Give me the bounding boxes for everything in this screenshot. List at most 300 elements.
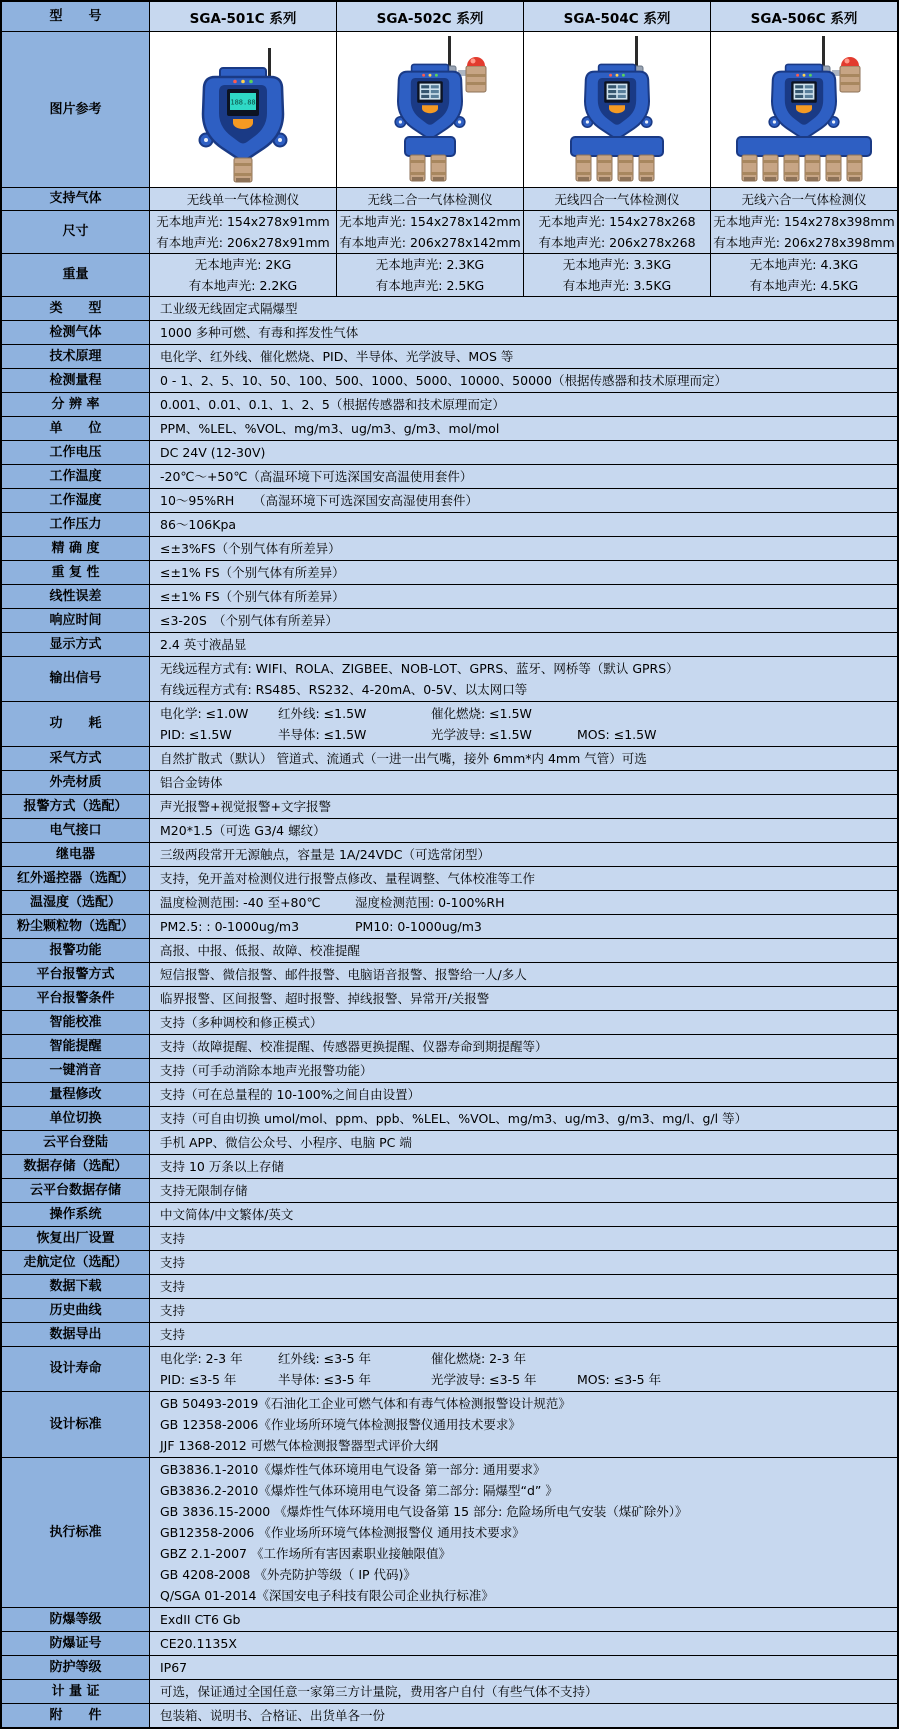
row-label: 采气方式 [2,747,150,770]
row-value [150,345,897,368]
row-label: 重量 [2,254,150,296]
value-line [160,1252,891,1273]
row-label: 防护等级 [2,1656,150,1679]
spec-row [2,1323,897,1347]
spec-row [2,1107,897,1131]
value-segment: M20*1.5（可选 G3/4 螺纹） [160,823,326,838]
value-line: 有本地声光: 2.2KG [188,278,298,293]
row-value [150,1251,897,1274]
row-value [150,1035,897,1058]
row-value [150,1131,897,1154]
value-segment: 自然扩散式（默认） 管道式、流通式（一进一出气嘴，接外 6mm*内 4mm 气管）可选 [160,751,647,766]
value-segment: 无线远程方式有: WIFI、ROLA、ZIGBEE、NOB-LOT、GPRS、蓝牙、网桥等（默认 GPRS） [160,661,679,676]
spec-row [2,633,897,657]
spec-row [2,1704,897,1727]
manifold [571,137,663,156]
value-line: 有本地声光: 206x278x268 [538,235,696,250]
value-line [160,703,891,724]
value-segment: 支持，免开盖对检测仪进行报警点修改、量程调整、气体校准等工作 [160,871,536,886]
value-segment: PM2.5: : 0-1000ug/m3 [160,919,300,934]
device-image-cell [337,32,524,187]
spec-row [2,867,897,891]
compare-value-cell [524,211,711,253]
row-value [150,417,897,440]
row-label: 云平台登陆 [2,1131,150,1154]
value-line [160,1156,891,1177]
model-header-sga-504c: SGA-504C 系列 [524,2,711,31]
value-segment: Q/SGA 01-2014《深国安电子科技有限公司企业执行标准》 [160,1588,494,1603]
value-line [160,1609,891,1630]
gas-detector-illustration [342,34,518,186]
value-line [160,1084,891,1105]
row-label: 精 确 度 [2,537,150,560]
row-label: 类 型 [2,297,150,320]
value-line: 无线二合一气体检测仪 [367,191,493,207]
row-value [150,1347,897,1391]
row-value [150,1392,897,1457]
value-line [160,1228,891,1249]
row-label: 数据导出 [2,1323,150,1346]
value-line [160,1585,891,1606]
value-segment: ≤±3%FS（个别气体有所差异） [160,541,341,556]
value-segment: 温度检测范围: -40 至+80℃ [160,895,321,910]
row-label: 报警功能 [2,939,150,962]
value-line [160,892,891,913]
table-header-row [2,2,897,32]
value-line: 无本地声光: 154x278x398mm [713,214,895,229]
value-segment: 电化学、红外线、催化燃烧、PID、半导体、光学波导、MOS 等 [160,349,514,364]
value-segment: 支持 10 万条以上存储 [160,1159,284,1174]
value-segment: 手机 APP、微信公众号、小程序、电脑 PC 端 [160,1135,412,1150]
model-header-sga-506c: SGA-506C 系列 [750,10,858,27]
compare-value-cell [337,254,524,296]
value-line [160,724,891,745]
value-line: 无本地声光: 154x278x91mm [156,214,330,229]
row-label: 报警方式（选配） [2,795,150,818]
value-segment: PID: ≤3-5 年 [160,1372,237,1387]
row-value [150,1083,897,1106]
value-line [160,1180,891,1201]
value-line [160,1705,891,1726]
value-line [160,1204,891,1225]
row-value [150,1458,897,1607]
value-line [160,346,891,367]
row-value [150,1656,897,1679]
value-line [160,964,891,985]
row-value [150,819,897,842]
value-line: 有本地声光: 4.5KG [749,278,859,293]
device-image-cell [711,32,897,187]
spec-row [2,1011,897,1035]
model-header-sga-502c: SGA-502C 系列 [337,2,524,31]
compare-value-cell [524,188,711,210]
value-segment: GB12358-2006 《作业场所环境气体检测报警仪 通用技术要求》 [160,1525,525,1540]
row-value [150,1203,897,1226]
value-segment: 临界报警、区间报警、超时报警、掉线报警、异常开/关报警 [160,991,490,1006]
value-line [160,1414,891,1435]
value-segment: PID: ≤1.5W [160,727,232,742]
value-line [160,940,891,961]
value-segment: ExdII CT6 Gb [160,1612,241,1627]
value-segment: 支持 [160,1231,186,1246]
value-line: 有本地声光: 2.5KG [375,278,485,293]
value-line [160,538,891,559]
sensor-icon [618,155,633,181]
table-body [2,32,897,1727]
row-label: 输出信号 [2,657,150,701]
value-segment: GB3836.1-2010《爆炸性气体环境用电气设备 第一部分: 通用要求》 [160,1462,546,1477]
spec-row [2,585,897,609]
compare-value-cell [150,254,337,296]
spec-row [2,1275,897,1299]
spec-row [2,345,897,369]
row-value [150,1155,897,1178]
spec-row [2,1203,897,1227]
spec-row [2,441,897,465]
value-line [160,1348,891,1369]
spec-row [2,771,897,795]
value-line: 无线四合一气体检测仪 [554,191,680,207]
row-label: 数据下载 [2,1275,150,1298]
value-line [160,490,891,511]
row-label: 量程修改 [2,1083,150,1106]
value-segment: MOS: ≤3-5 年 [577,1372,662,1387]
spec-row [2,891,897,915]
value-segment: 红外线: ≤3-5 年 [278,1351,372,1366]
row-value [150,561,897,584]
spec-row [2,1227,897,1251]
spec-row [2,561,897,585]
spec-row [2,1179,897,1203]
row-value [150,1608,897,1631]
value-line [160,1657,891,1678]
value-line [160,988,891,1009]
value-line [160,418,891,439]
value-segment: 湿度检测范围: 0-100%RH [355,895,505,910]
device-image-cell [524,32,711,187]
value-line [160,610,891,631]
row-label: 设计标准 [2,1392,150,1457]
value-segment: 半导体: ≤3-5 年 [278,1372,372,1387]
value-segment: MOS: ≤1.5W [577,727,657,742]
sensor-icon [847,155,862,181]
row-label: 检测量程 [2,369,150,392]
spec-row [2,609,897,633]
sensor-icon [597,155,612,181]
value-segment: 有线远程方式有: RS485、RS232、4-20mA、0-5V、以太网口等 [160,682,528,697]
image-reference-row [2,32,897,188]
spec-row [2,1131,897,1155]
row-label-model: 型 号 [2,2,150,31]
row-label: 重 复 性 [2,561,150,584]
value-line [160,1276,891,1297]
value-line [160,748,891,769]
row-label: 温湿度（选配） [2,891,150,914]
spec-row [2,393,897,417]
spec-row [2,1392,897,1458]
spec-row [2,939,897,963]
value-segment: CE20.1135X [160,1636,237,1651]
value-segment: IP67 [160,1660,188,1675]
value-segment: 中文简体/中文繁体/英文 [160,1207,294,1222]
sensor-icon [410,155,425,181]
compare-row [2,254,897,297]
spec-row [2,1083,897,1107]
value-line [160,658,891,679]
value-segment: 工业级无线固定式隔爆型 [160,301,298,316]
spec-row [2,489,897,513]
value-line [160,1012,891,1033]
spec-row [2,297,897,321]
spec-row [2,369,897,393]
spec-row [2,819,897,843]
value-line: 无线单一气体检测仪 [186,191,300,207]
spec-row [2,987,897,1011]
compare-value-cell [150,188,337,210]
value-segment: ≤±1% FS（个别气体有所差异） [160,565,345,580]
value-segment: 催化燃烧: ≤1.5W [431,706,532,721]
gas-detector-illustration [716,34,892,186]
svg-text:188.88: 188.88 [230,98,256,106]
compare-value-cell [524,254,711,296]
value-line: 无本地声光: 2KG [194,257,292,272]
value-segment: 三级两段常开无源触点，容量是 1A/24VDC（可选常闭型） [160,847,490,862]
row-value [150,867,897,890]
value-line [160,1501,891,1522]
value-line [160,442,891,463]
value-line [160,1300,891,1321]
value-line [160,1324,891,1345]
row-value [150,1107,897,1130]
value-line: 有本地声光: 206x278x91mm [156,235,330,250]
row-value [150,321,897,344]
row-label: 工作湿度 [2,489,150,512]
value-line [160,868,891,889]
value-segment: 电化学: 2-3 年 [160,1351,243,1366]
value-segment: GB3836.2-2010《爆炸性气体环境用电气设备 第二部分: 隔爆型“d” 》 [160,1483,558,1498]
row-label: 响应时间 [2,609,150,632]
value-line [160,634,891,655]
row-value [150,1011,897,1034]
value-segment: 支持无限制存储 [160,1183,248,1198]
value-line [160,1132,891,1153]
row-label: 设计寿命 [2,1347,150,1391]
sensor-icon [784,155,799,181]
value-segment: 可选，保证通过全国任意一家第三方计量院，费用客户自付（有些气体不支持） [160,1684,598,1699]
value-line [160,394,891,415]
row-label: 平台报警方式 [2,963,150,986]
sensor-icon [742,155,757,181]
value-segment: 包装箱、说明书、合格证、出货单各一份 [160,1708,386,1723]
spec-row [2,702,897,747]
row-value [150,891,897,914]
row-label: 继电器 [2,843,150,866]
value-line [160,1564,891,1585]
value-segment: 铝合金铸体 [160,775,223,790]
spec-row [2,963,897,987]
spec-row [2,1035,897,1059]
row-value [150,465,897,488]
row-label: 工作压力 [2,513,150,536]
spec-row [2,1680,897,1704]
value-line [160,1681,891,1702]
row-value [150,369,897,392]
value-segment: 光学波导: ≤3-5 年 [431,1372,537,1387]
row-label: 防爆证号 [2,1632,150,1655]
value-segment: ≤±1% FS（个别气体有所差异） [160,589,345,604]
value-segment: GB 50493-2019《石油化工企业可燃气体和有毒气体检测报警设计规范》 [160,1396,571,1411]
row-label: 恢复出厂设置 [2,1227,150,1250]
value-line [160,1393,891,1414]
value-line: 有本地声光: 3.5KG [562,278,672,293]
device-body [582,64,652,138]
row-value [150,915,897,938]
manifold [737,137,871,156]
row-value [150,393,897,416]
sensor-icon [234,158,252,182]
value-segment: 光学波导: ≤1.5W [431,727,532,742]
compare-value-cell [711,211,897,253]
value-line [160,1435,891,1456]
row-value [150,1227,897,1250]
row-value [150,657,897,701]
value-segment: 电化学: ≤1.0W [160,706,249,721]
spec-row [2,321,897,345]
compare-value-cell [150,211,337,253]
spec-row [2,465,897,489]
row-label: 单 位 [2,417,150,440]
value-line [160,586,891,607]
row-label: 尺寸 [2,211,150,253]
row-label: 红外遥控器（选配） [2,867,150,890]
row-label: 显示方式 [2,633,150,656]
model-header-sga-501c: SGA-501C 系列 [150,2,337,31]
spec-row [2,915,897,939]
row-label: 工作电压 [2,441,150,464]
spec-row [2,795,897,819]
value-line: 无线六合一气体检测仪 [741,191,867,207]
sensor-icon [826,155,841,181]
row-value [150,963,897,986]
spec-row [2,417,897,441]
row-value [150,297,897,320]
row-value [150,771,897,794]
compare-row [2,188,897,211]
value-segment: 催化燃烧: 2-3 年 [431,1351,527,1366]
row-label: 线性误差 [2,585,150,608]
value-segment: 1000 多种可燃、有毒和挥发性气体 [160,325,359,340]
spec-row [2,747,897,771]
compare-row [2,211,897,254]
value-line [160,466,891,487]
row-label: 外壳材质 [2,771,150,794]
value-line [160,1459,891,1480]
device-body [769,64,839,138]
value-line [160,916,891,937]
device-body [395,64,465,138]
row-label: 智能提醒 [2,1035,150,1058]
row-label: 防爆等级 [2,1608,150,1631]
spec-row [2,1632,897,1656]
row-label: 工作温度 [2,465,150,488]
value-segment: PPM、%LEL、%VOL、mg/m3、ug/m3、g/m3、mol/mol [160,421,500,436]
row-label: 智能校准 [2,1011,150,1034]
row-value [150,633,897,656]
row-label: 执行标准 [2,1458,150,1607]
spec-row [2,513,897,537]
value-line [160,679,891,700]
compare-value-cell [711,188,897,210]
spec-row [2,657,897,702]
row-value [150,1059,897,1082]
value-line: 无本地声光: 2.3KG [375,257,485,272]
spec-row [2,537,897,561]
row-label: 计 量 证 [2,1680,150,1703]
row-value [150,1632,897,1655]
row-value [150,609,897,632]
spec-row [2,843,897,867]
value-segment: 支持 [160,1279,186,1294]
row-label: 单位切换 [2,1107,150,1130]
row-value [150,441,897,464]
row-label: 云平台数据存储 [2,1179,150,1202]
row-value [150,1704,897,1727]
value-line [160,1522,891,1543]
row-value [150,702,897,746]
row-label: 操作系统 [2,1203,150,1226]
value-line [160,1108,891,1129]
row-label: 电气接口 [2,819,150,842]
value-line [160,1633,891,1654]
value-segment: 高报、中报、低报、故障、校准提醒 [160,943,361,958]
value-line: 无本地声光: 154x278x142mm [339,214,521,229]
value-segment: -20℃～+50℃（高温环境下可选深国安高温使用套件） [160,469,473,484]
value-segment: GB 12358-2006《作业场所环境气体检测报警仪通用技术要求》 [160,1417,521,1432]
spec-row [2,1656,897,1680]
value-segment: PM10: 0-1000ug/m3 [355,919,482,934]
value-segment: 声光报警+视觉报警+文字报警 [160,799,331,814]
value-line [160,1369,891,1390]
row-value [150,1323,897,1346]
row-label: 功 耗 [2,702,150,746]
row-label: 检测气体 [2,321,150,344]
sensor-icon [431,155,446,181]
row-value [150,1680,897,1703]
value-segment: 半导体: ≤1.5W [278,727,367,742]
value-line [160,820,891,841]
row-label: 一键消音 [2,1059,150,1082]
row-value [150,1179,897,1202]
value-segment: DC 24V (12-30V) [160,445,266,460]
spec-row [2,1608,897,1632]
value-segment: JJF 1368-2012 可燃气体检测报警器型式评价大纲 [160,1438,439,1453]
value-line [160,514,891,535]
value-line [160,1543,891,1564]
row-label: 分 辨 率 [2,393,150,416]
value-segment: 支持 [160,1327,186,1342]
row-value [150,747,897,770]
row-value [150,987,897,1010]
value-line [160,298,891,319]
row-label: 走航定位（选配） [2,1251,150,1274]
row-value [150,489,897,512]
spec-row [2,1458,897,1608]
value-line [160,1480,891,1501]
value-line: 无本地声光: 154x278x268 [538,214,696,229]
value-line: 有本地声光: 206x278x398mm [713,235,895,250]
value-segment: 0.001、0.01、0.1、1、2、5（根据传感器和技术原理而定） [160,397,505,412]
value-line: 无本地声光: 3.3KG [562,257,672,272]
